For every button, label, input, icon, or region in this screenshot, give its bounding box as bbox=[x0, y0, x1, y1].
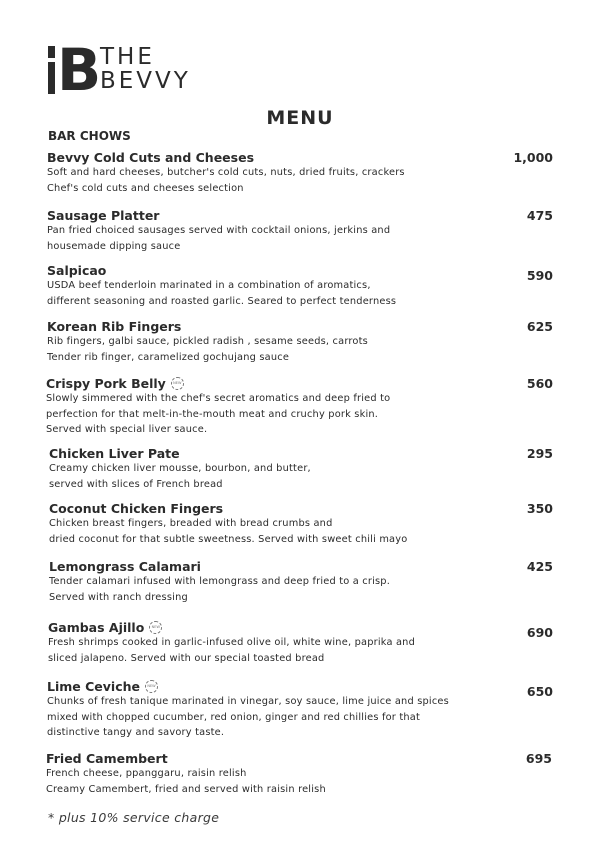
item-desc: sliced jalapeno. Served with our special toasted bread bbox=[48, 652, 325, 664]
brand-line-1: THE bbox=[100, 44, 155, 70]
brand-line-2: BEVVY bbox=[100, 68, 191, 94]
item-desc: USDA beef tenderloin marinated in a combination of aromatics, bbox=[47, 280, 371, 291]
item-name: Crispy Pork Belly bbox=[46, 376, 166, 391]
item-name: Gambas Ajillo bbox=[48, 620, 145, 635]
menu-item bbox=[47, 150, 553, 196]
menu-item bbox=[47, 319, 553, 365]
item-price: 650 bbox=[526, 684, 553, 699]
item-desc: perfection for that melt-in-the-mouth meat and cruchy pork skin. bbox=[46, 408, 379, 420]
item-name: Sausage Platter bbox=[47, 208, 160, 223]
item-desc: Chicken breast fingers, breaded with bread crumbs and bbox=[49, 518, 333, 529]
brand-name bbox=[100, 46, 191, 94]
page-title: MENU bbox=[266, 107, 334, 129]
item-desc: French cheese, ppanggaru, raisin relish bbox=[46, 768, 247, 779]
brand-logo bbox=[48, 36, 191, 104]
new-badge-icon: NEW bbox=[171, 377, 184, 390]
item-desc: Creamy chicken liver mousse, bourbon, and butter, bbox=[49, 463, 311, 474]
item-price: 690 bbox=[526, 625, 553, 640]
item-price: 625 bbox=[526, 319, 553, 334]
item-name: Fried Camembert bbox=[46, 751, 168, 766]
item-desc: Fresh shrimps cooked in garlic-infused olive oil, white wine, paprika and bbox=[48, 637, 416, 648]
item-price: 1,000 bbox=[513, 150, 553, 165]
new-badge-icon: NEW bbox=[145, 680, 158, 693]
item-name: Lime Ceviche bbox=[47, 679, 140, 694]
menu-item bbox=[47, 208, 553, 254]
item-desc: Pan fried choiced sausages served with cocktail onions, jerkins and bbox=[47, 225, 391, 236]
service-charge-note: * plus 10% service charge bbox=[48, 810, 220, 825]
menu-item bbox=[47, 263, 553, 309]
item-price: 350 bbox=[526, 501, 553, 516]
menu-item bbox=[46, 376, 553, 438]
item-desc: Creamy Camembert, fried and served with raisin relish bbox=[46, 783, 326, 795]
item-desc: Served with ranch dressing bbox=[49, 591, 188, 603]
menu-item bbox=[49, 559, 553, 605]
item-desc: Tender rib finger, caramelized gochujang sauce bbox=[47, 351, 290, 363]
item-desc: Chunks of fresh tanique marinated in vinegar, soy sauce, lime juice and spices bbox=[47, 696, 449, 707]
item-desc: Chef's cold cuts and cheeses selection bbox=[47, 182, 244, 194]
item-name: Lemongrass Calamari bbox=[49, 559, 201, 574]
item-desc: dried coconut for that subtle sweetness. Served with sweet chili mayo bbox=[49, 533, 408, 545]
item-desc: Served with special liver sauce. bbox=[46, 424, 208, 435]
item-desc: Soft and hard cheeses, butcher's cold cuts, nuts, dried fruits, crackers bbox=[47, 167, 405, 178]
item-desc: mixed with chopped cucumber, red onion, ginger and red chillies for that bbox=[47, 711, 421, 723]
item-desc: different seasoning and roasted garlic. Seared to perfect tenderness bbox=[47, 295, 397, 307]
logo-mark-icon: B bbox=[48, 44, 98, 96]
item-price: 695 bbox=[525, 751, 552, 766]
menu-item bbox=[47, 679, 553, 741]
item-name: Chicken Liver Pate bbox=[49, 446, 180, 461]
section-title: BAR CHOWS bbox=[48, 129, 131, 143]
item-name: Bevvy Cold Cuts and Cheeses bbox=[47, 150, 255, 165]
new-badge-icon: NEW bbox=[149, 621, 162, 634]
item-name: Korean Rib Fingers bbox=[47, 319, 182, 334]
item-desc: housemade dipping sauce bbox=[47, 240, 181, 252]
item-desc: Slowly simmered with the chef's secret aromatics and deep fried to bbox=[46, 393, 391, 404]
item-name: Salpicao bbox=[47, 263, 107, 278]
item-desc: Rib fingers, galbi sauce, pickled radish , sesame seeds, carrots bbox=[47, 336, 368, 347]
menu-item bbox=[49, 501, 553, 547]
menu-item bbox=[49, 446, 553, 492]
item-desc: distinctive tangy and savory taste. bbox=[47, 727, 225, 738]
menu-item bbox=[46, 751, 552, 797]
item-price: 295 bbox=[526, 446, 553, 461]
item-desc: Tender calamari infused with lemongrass and deep fried to a crisp. bbox=[49, 576, 391, 587]
menu-item bbox=[48, 620, 553, 666]
item-price: 590 bbox=[526, 268, 553, 283]
item-desc: served with slices of French bread bbox=[49, 478, 223, 490]
item-price: 560 bbox=[526, 376, 553, 391]
item-price: 475 bbox=[526, 208, 553, 223]
item-name: Coconut Chicken Fingers bbox=[49, 501, 224, 516]
item-price: 425 bbox=[526, 559, 553, 574]
